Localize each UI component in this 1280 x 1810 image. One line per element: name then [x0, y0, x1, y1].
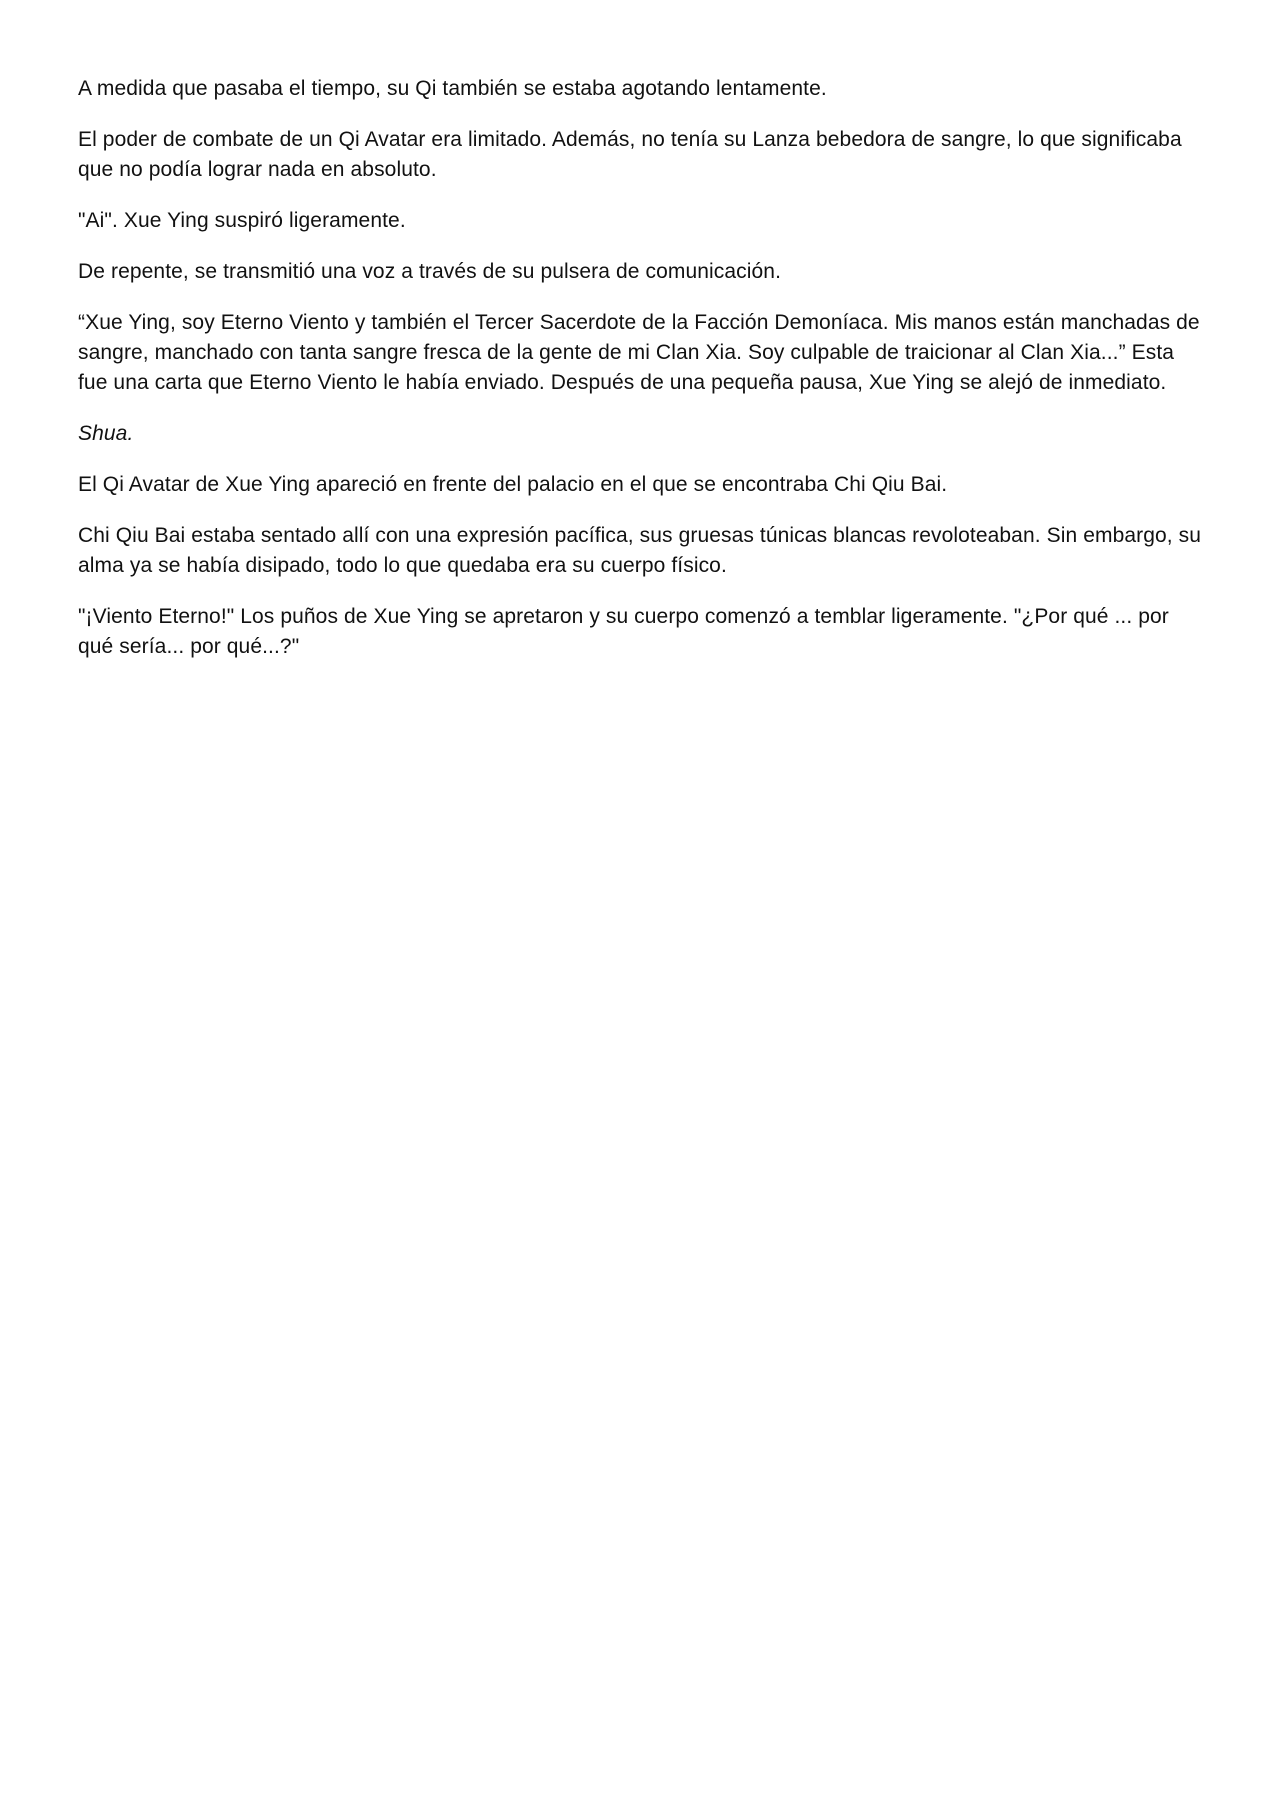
- paragraph-5: “Xue Ying, soy Eterno Viento y también el Tercer Sacerdote de la Facción Demoníaca. Mis manos están manchadas de sangre, manchado con tanta sangre fresca de la gente de mi Clan Xia. Soy culpable de traicionar al Clan Xia...” Esta fue una carta que Eterno Viento le había enviado. Después de una pequeña pausa, Xue Ying se alejó de inmediato.: [78, 311, 1200, 394]
- paragraph-7: El Qi Avatar de Xue Ying apareció en frente del palacio en el que se encontraba Chi Qiu Bai.: [78, 473, 948, 496]
- paragraph-8: Chi Qiu Bai estaba sentado allí con una expresión pacífica, sus gruesas túnicas blancas revoloteaban. Sin embargo, su alma ya se había disipado, todo lo que quedaba era su cuerpo físico.: [78, 524, 1202, 577]
- paragraph-1: A medida que pasaba el tiempo, su Qi también se estaba agotando lentamente.: [78, 77, 827, 100]
- paragraph-4: De repente, se transmitió una voz a través de su pulsera de comunicación.: [78, 260, 782, 283]
- paragraph-9: "¡Viento Eterno!" Los puños de Xue Ying se apretaron y su cuerpo comenzó a temblar ligeramente. "¿Por qué ... por qué sería... por qué...?": [78, 605, 1169, 658]
- paragraph-3: "Ai". Xue Ying suspiró ligeramente.: [78, 209, 406, 232]
- document-page: [78, 74, 1208, 683]
- paragraph-6-sound-effect: Shua.: [78, 422, 134, 445]
- paragraph-2: El poder de combate de un Qi Avatar era limitado. Además, no tenía su Lanza bebedora de sangre, lo que significaba que no podía lograr nada en absoluto.: [78, 128, 1182, 181]
